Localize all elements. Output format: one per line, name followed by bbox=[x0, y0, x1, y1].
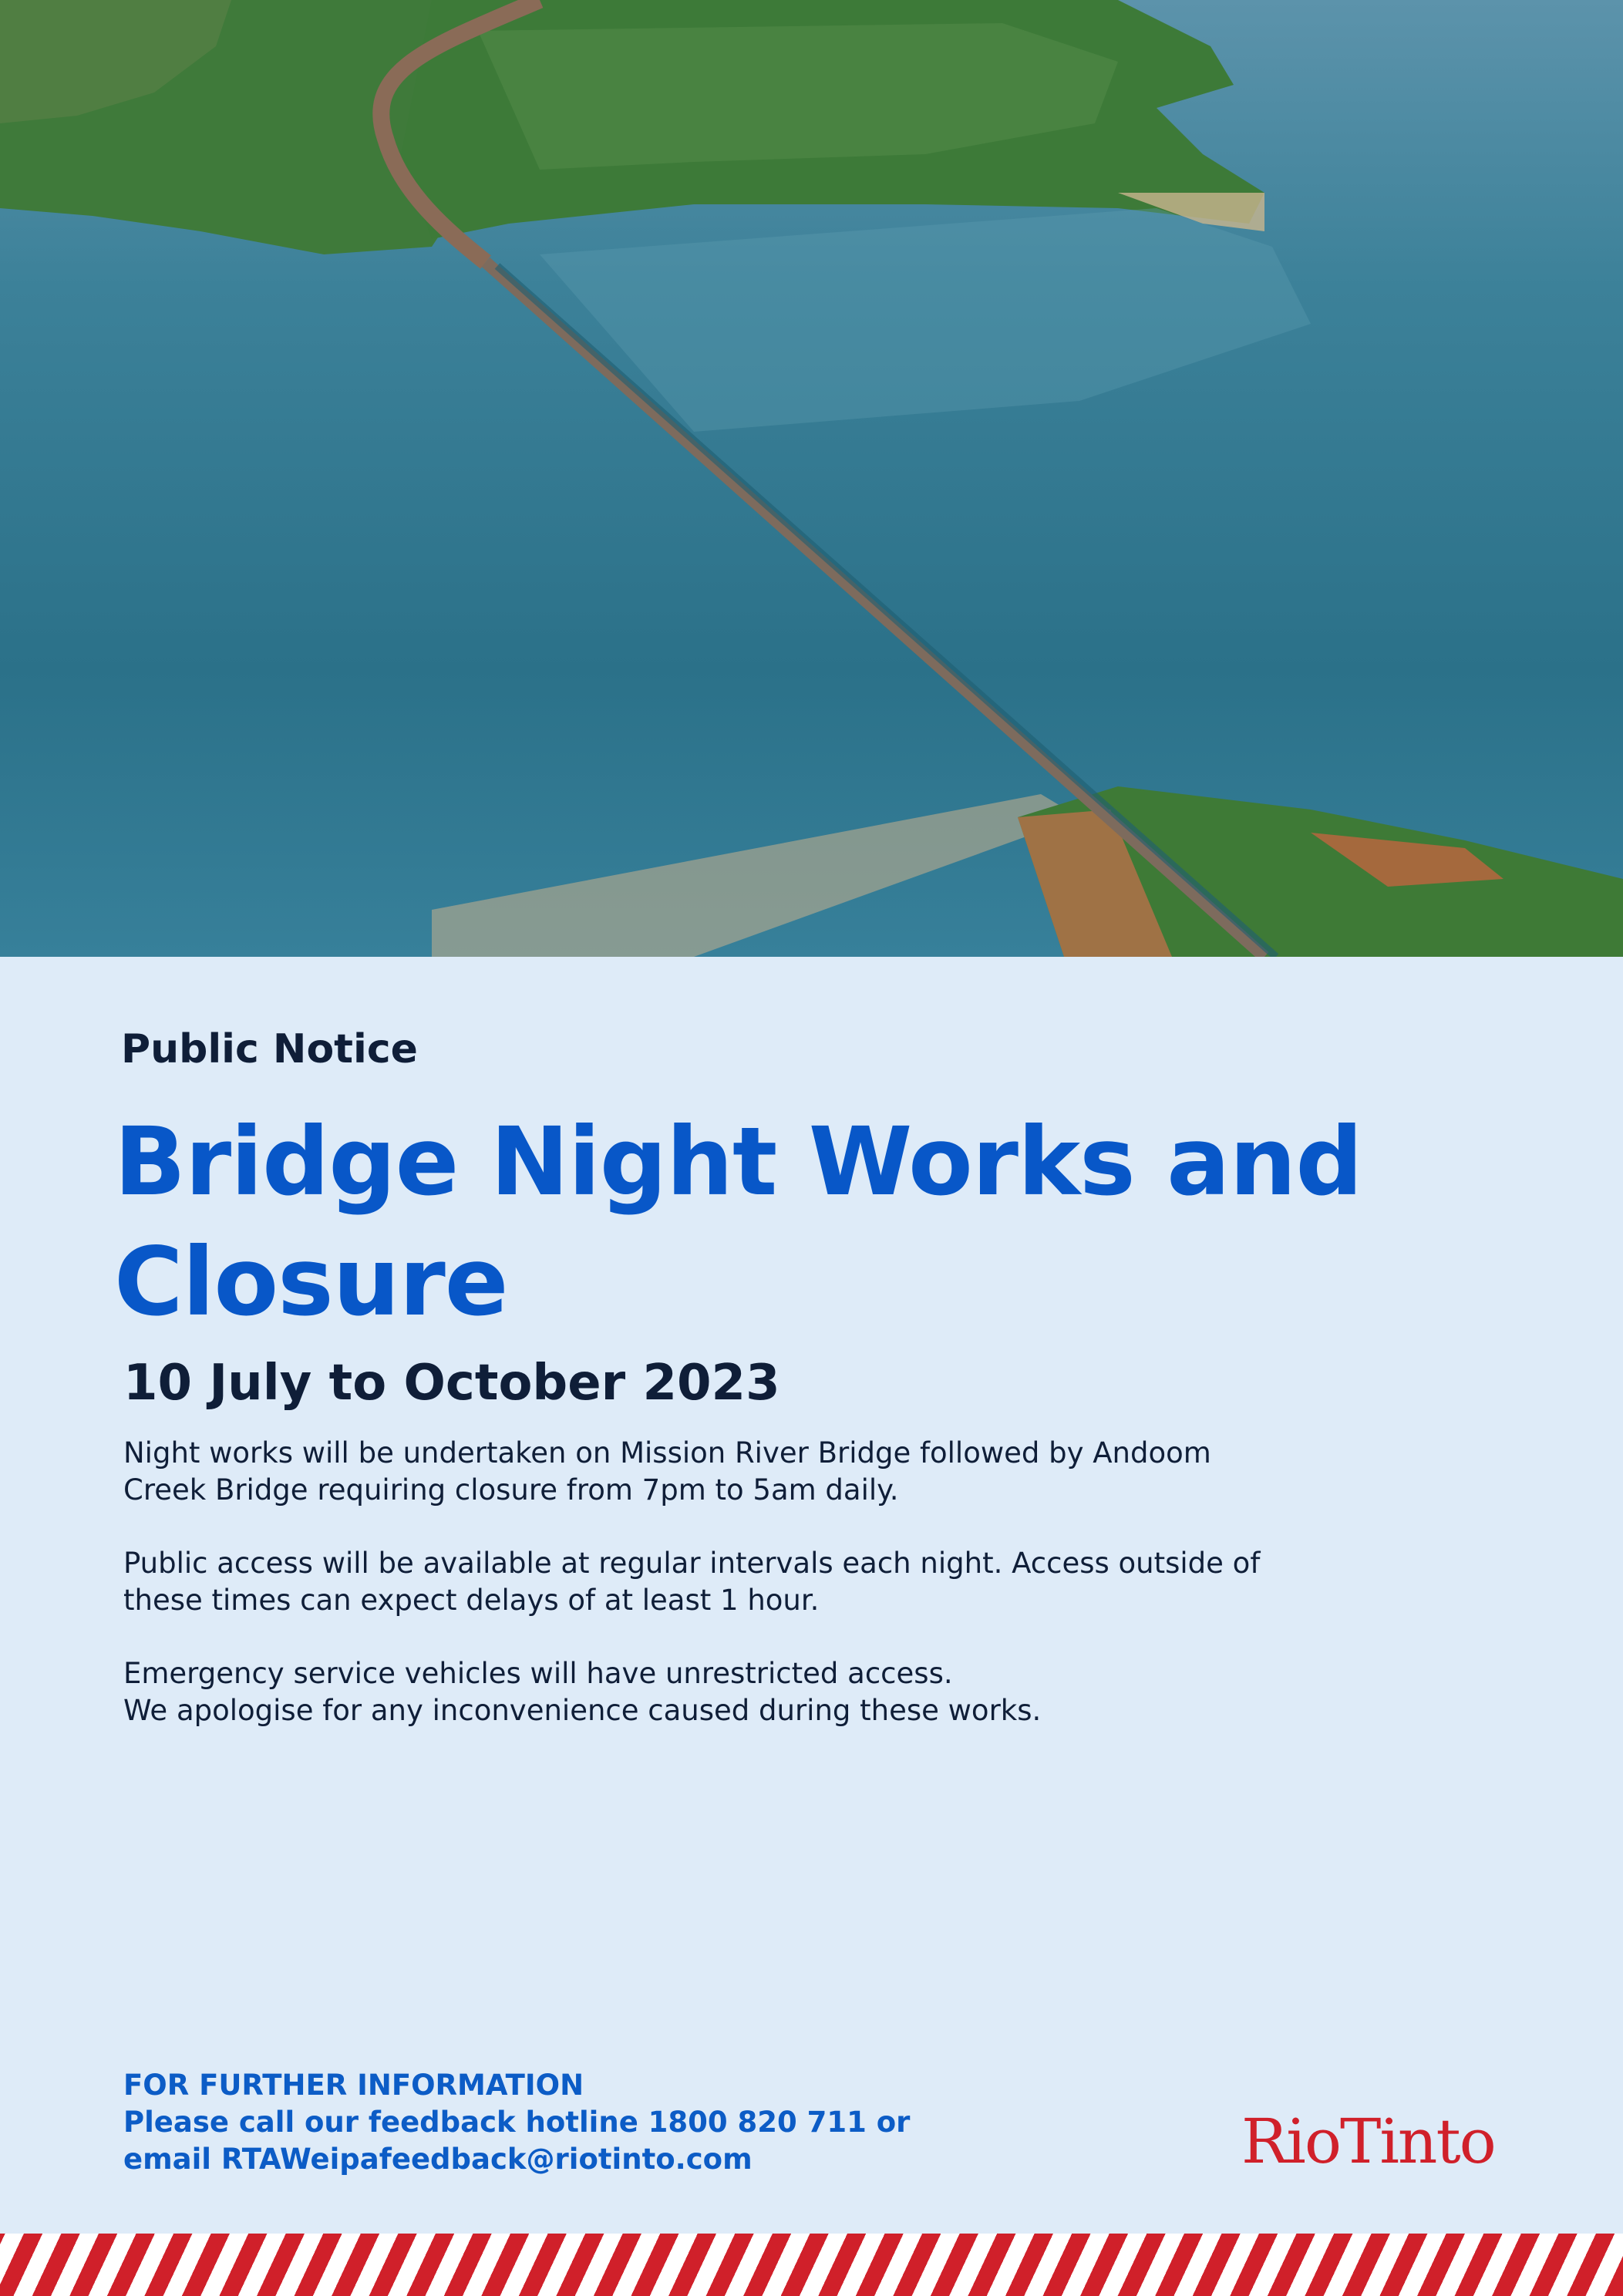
contact-block bbox=[123, 2067, 971, 2178]
hazard-stripe-footer bbox=[0, 2234, 1623, 2296]
contact-heading: FOR FURTHER INFORMATION bbox=[123, 2069, 584, 2102]
notice-body bbox=[123, 1435, 1280, 1766]
contact-email: email RTAWeipafeedback@riotinto.com bbox=[123, 2143, 753, 2176]
body-paragraph: Night works will be undertaken on Mission River Bridge followed by Andoom Creek Bridge requiring closure from 7pm to 5am daily. bbox=[123, 1436, 1211, 1507]
notice-eyebrow: Public Notice bbox=[121, 1026, 418, 1072]
notice-content bbox=[0, 957, 1623, 2234]
notice-dates: 10 July to October 2023 bbox=[123, 1355, 780, 1412]
hero-aerial-photo bbox=[0, 0, 1623, 957]
rio-tinto-logo: RioTinto bbox=[1241, 2106, 1495, 2177]
contact-hotline: Please call our feedback hotline 1800 820 711 or bbox=[123, 2106, 911, 2139]
notice-title: Bridge Night Works and Closure bbox=[114, 1107, 1362, 1337]
body-paragraph: Public access will be available at regular intervals each night. Access outside of these times can expect delays of at least 1 hour. bbox=[123, 1547, 1261, 1617]
body-paragraph: Emergency service vehicles will have unrestricted access. We apologise for any inconvenience caused during these works. bbox=[123, 1657, 1042, 1727]
bridge-aerial-illustration bbox=[0, 0, 1623, 957]
